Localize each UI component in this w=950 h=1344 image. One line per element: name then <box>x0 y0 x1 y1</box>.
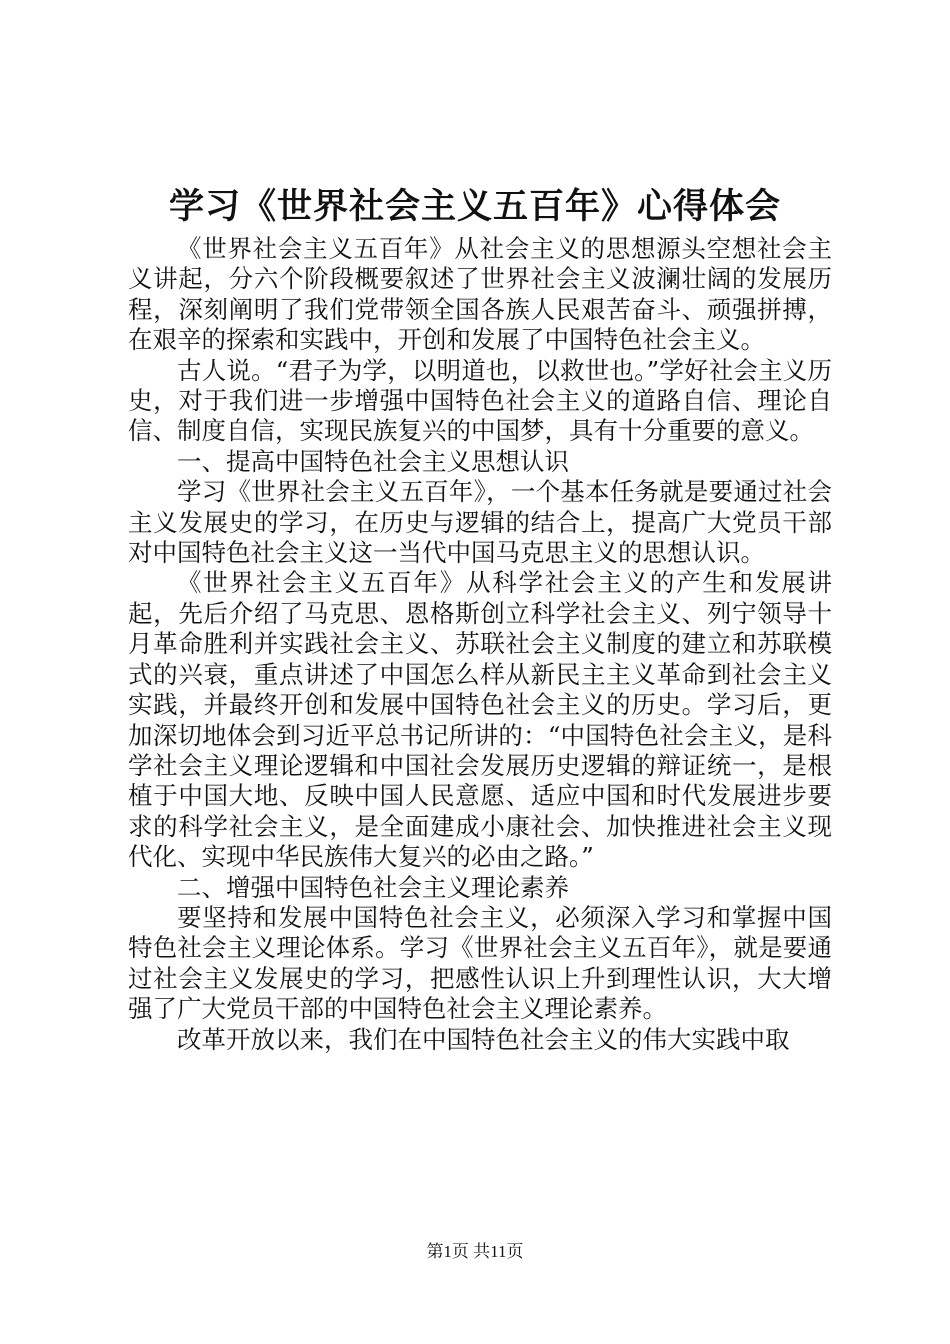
section-heading-1: 一、提高中国特色社会主义思想认识 <box>177 446 569 476</box>
section-heading-2: 二、增强中国特色社会主义理论素养 <box>177 872 569 902</box>
document-body <box>128 234 832 1055</box>
paragraph-section2-b: 改革开放以来，我们在中国特色社会主义的伟大实践中取 <box>177 1024 790 1054</box>
document-title: 学习《世界社会主义五百年》心得体会 <box>168 186 781 227</box>
paragraph-intro: 《世界社会主义五百年》从社会主义的思想源头空想社会主义讲起，分六个阶段概要叙述了世界社会主义波澜壮阔的发展历程，深刻阐明了我们党带领全国各族人民艰苦奋斗、顽强拼搏，在艰辛的探索和实践中，开创和发展了中国特色社会主义。 <box>128 234 832 355</box>
paragraph-section1-a: 学习《世界社会主义五百年》，一个基本任务就是要通过社会主义发展史的学习，在历史与逻辑的结合上，提高广大党员干部对中国特色社会主义这一当代中国马克思主义的思想认识。 <box>128 477 832 568</box>
paragraph-section2-a: 要坚持和发展中国特色社会主义，必须深入学习和掌握中国特色社会主义理论体系。学习《世界社会主义五百年》，就是要通过社会主义发展史的学习，把感性认识上升到理性认识，大大增强了广大党员干部的中国特色社会主义理论素养。 <box>128 902 832 1024</box>
paragraph-quote: 古人说。“君子为学，以明道也，以救世也。”学好社会主义历史，对于我们进一步增强中国特色社会主义的道路自信、理论自信、制度自信，实现民族复兴的中国梦，具有十分重要的意义。 <box>128 355 832 446</box>
page-number-footer: 第1页 共11页 <box>426 1242 524 1261</box>
paragraph-section1-b: 《世界社会主义五百年》从科学社会主义的产生和发展讲起，先后介绍了马克思、恩格斯创立科学社会主义、列宁领导十月革命胜利并实践社会主义、苏联社会主义制度的建立和苏联模式的兴衰，重点讲述了中国怎么样从新民主主义革命到社会主义实践，并最终开创和发展中国特色社会主义的历史。学习后，更加深切地体会到习近平总书记所讲的：“中国特色社会主义，是科学社会主义理论逻辑和中国社会发展历史逻辑的辩证统一，是根植于中国大地、反映中国人民意愿、适应中国和时代发展进步要求的科学社会主义，是全面建成小康社会、加快推进社会主义现代化、实现中华民族伟大复兴的必由之路。” <box>128 568 832 872</box>
